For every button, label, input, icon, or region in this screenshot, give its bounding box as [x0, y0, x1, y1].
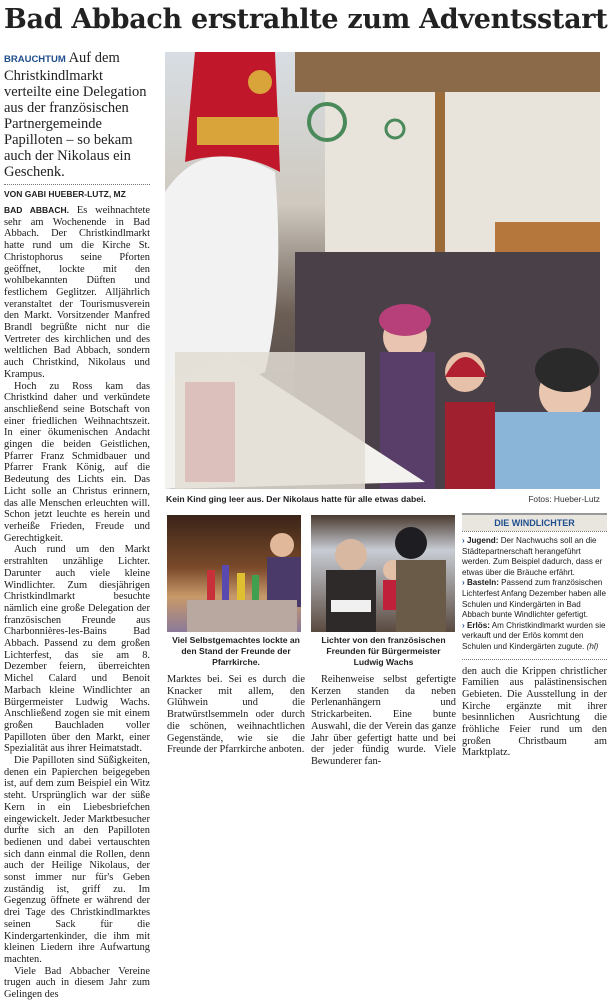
infobox-item: › Erlös: Am Christkindlmarkt wurden sie verkauft und der Erlös kommt den Schulen und Kindergärten zugute. (hl) — [462, 620, 606, 651]
market-stall-photo — [167, 515, 301, 632]
main-photo — [165, 52, 600, 489]
infobox — [462, 513, 607, 660]
main-photo-caption-row — [166, 494, 600, 505]
mayor-photo — [311, 515, 455, 632]
article-column-4: den auch die Krippen christlicher Familien aus palästinensischen Gebieten. Die Ausstellung in der Kirche ergänzte mit ihrer besinnlichen Ausrichtung die fröhliche Feier rund um den großen Christbaum am Marktplatz. — [462, 665, 607, 759]
main-photo-caption: Kein Kind ging leer aus. Der Nikolaus hatte für alle etwas dabei. — [166, 494, 426, 504]
paragraph: Viele Bad Abbacher Vereine trugen auch in diesem Jahr zum Gelingen des — [4, 965, 150, 1001]
photo3-caption: Lichter von den französischen Freunden für Bürgermeister Ludwig Wachs — [321, 635, 446, 667]
paragraph: Die Papilloten sind Süßigkeiten, denen ein Papierchen beigegeben ist, auf dem zum Beispiel ein Witz steht. Ursprünglich war der süße Kern in ein Liebesbriefchen eingewickelt. Jeder Marktbesucher durfte sich an den Papilloten bedienen und dabei vertauschten sich dann einmal die Rollen, denn auch der Heilige Nikolaus, der sonst immer nur für's Geben zuständig ist, griff zu. Im Gegenzug öffnete er während der drei Tage des Christkindlmarktes seinen Sack für die Kindergartenkinder, die ihm mit kleinen Liedern ihre Aufwartung machten. — [4, 755, 150, 965]
article-column-2: Marktes bei. Sei es durch die Knacker mit allem, den Glühwein und die Bratwürstlsemmeln oder durch die schönen, weihnachtlichen Gegenstände, wie sie die Freunde der Pfarrkirche anboten. — [167, 674, 305, 756]
infobox-item: › Jugend: Der Nachwuchs soll an die Städtepartnerschaft herangeführt werden. Zum Beispiel dadurch, dass er etwas über die Bräuche erfährt. — [462, 536, 603, 577]
dateline: BAD ABBACH. — [4, 205, 69, 215]
kicker: BRAUCHTUM — [4, 54, 66, 65]
byline: VON GABI HUEBER-LUTZ, MZ — [4, 189, 126, 199]
infobox-title: DIE WINDLICHTER — [462, 513, 607, 531]
paragraph: Es weihnachtete sehr am Wochenende in Bad Abbach. Der Christkindlmarkt hatte rund um die Kirche St. Christophorus seine Pforten geöffnet, lockte mit den wohlbekannten Düften und festlichem Geglitzer. Alljährlich veranstaltet der Tourismusverein den Markt. Vorsitzender Manfred Brandl begrüßte nicht nur die Vertreter des kirchlichen und des weltlichen Bad Abbach, sondern auch Christkind, Nikolaus und Krampus. — [4, 205, 150, 380]
paragraph: Auch rund um den Markt erstrahlten unzählige Lichter. Darunter auch viele kleine Windlichter. Zum diesjährigen Christkindlmarkt besuchte nämlich eine große Delegation der französischen Freunde aus Charbonnières-les-Bains Bad Abbach. Passend zu dem großen Lichterfest, das sie am 8. Dezember feiern, überreichten Michel Calard und Benoit Marbach kleine Windlichter an Bürgermeister Ludwig Wachs. Anschließend zogen sie mit einem großen Bauchladen voller Papilloten über den Markt, einer Spezialität aus ihrer Heimatstadt. — [4, 544, 150, 755]
headline: Bad Abbach erstrahlte zum Adventsstart — [4, 4, 608, 35]
column-c — [462, 513, 607, 759]
nikolaus-photo-illustration — [165, 52, 600, 489]
article-column-1 — [4, 205, 150, 1001]
lead-text: Auf dem Christkindlmarkt verteilte eine Delegation aus der französischen Partnergemeinde Papilloten – so bekam auch der Nikolaus ein Geschenk. — [4, 50, 147, 180]
photo2-caption: Viel Selbstgemachtes lockte an den Stand der Freunde der Pfarrkirche. — [172, 635, 300, 667]
left-column — [4, 50, 150, 1001]
divider — [4, 184, 150, 185]
paragraph: Hoch zu Ross kam das Christkind daher und verkündete anschließend seine Botschaft von einer friedlichen Weihnachtszeit. In einer ökumenischen Andacht gingen die beiden Geistlichen, Pfarrer Franz Schmidbauer und Pfarrer Frank König, auf die Bedeutung des Lichts ein. Das Licht solle an Christus erinnern, das alle Menschen erleuchten will. Schon jetzt leuchte es herein und verheiße Frieden, Freude und Gerechtigkeit. — [4, 380, 150, 544]
lead-paragraph — [4, 50, 150, 180]
column-b — [311, 515, 456, 768]
infobox-item: › Basteln: Passend zum französischen Lichterfest Anfang Dezember haben alle Schulen und Kindergärten in Bad Abbach bunte Windlichter gefertigt. — [462, 578, 606, 620]
column-a — [167, 515, 305, 756]
article-column-3: Reihenweise selbst gefertigte Kerzen standen da neben Perlenanhängern und Strickarbeiten. Eine bunte Auswahl, die der Verein das ganze Jahr über gefertigt hatte und bei der jeder fündig wurde. Viele Bewunderer fan- — [311, 674, 456, 767]
photo-credit: Fotos: Hueber-Lutz — [528, 494, 600, 504]
